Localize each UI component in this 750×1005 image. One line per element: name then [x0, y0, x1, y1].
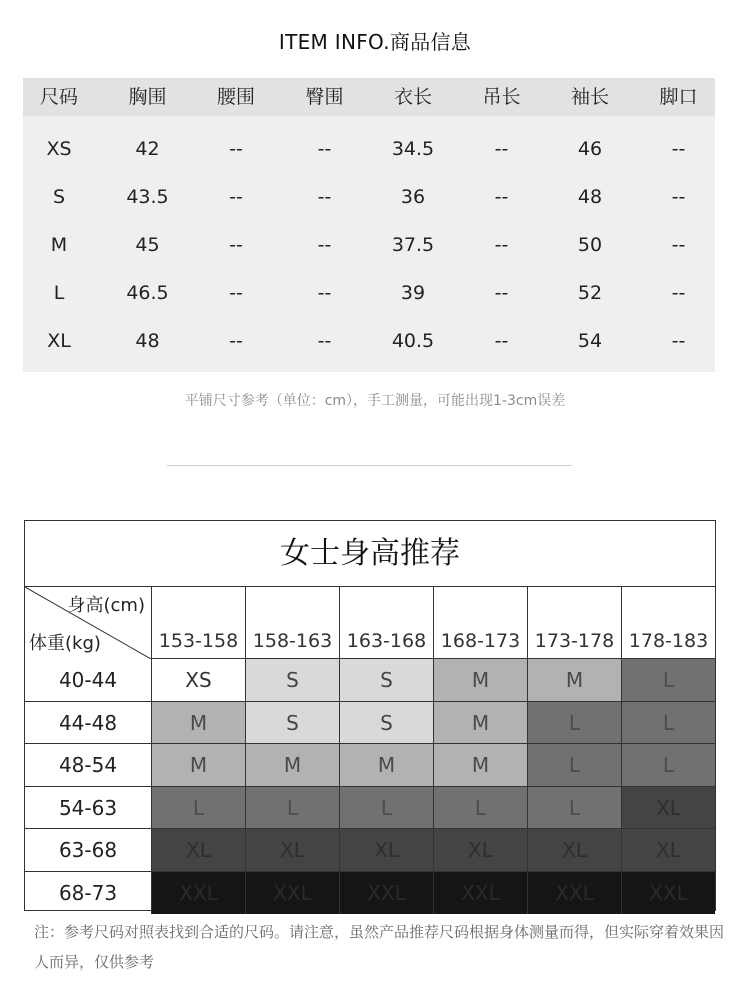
size-recommendation-cell: S	[245, 702, 339, 745]
size-cell: 37.5	[391, 234, 435, 256]
height-range-label: 153-158	[158, 630, 239, 652]
size-cell: 43.5	[126, 186, 169, 208]
size-cell: 34.5	[391, 138, 435, 160]
size-cell: 40.5	[391, 330, 435, 352]
size-cell: 54	[577, 330, 603, 352]
size-recommendation-cell: L	[527, 702, 621, 745]
size-header-cell: 尺码	[39, 86, 78, 108]
size-header-cell: 脚口	[659, 86, 698, 108]
size-cell: --	[494, 282, 509, 304]
size-cell: --	[229, 186, 243, 208]
measure-note: 平铺尺寸参考（单位：cm），手工测量，可能出现1-3cm误差	[184, 393, 566, 409]
size-cell: L	[53, 282, 65, 304]
size-cell: --	[317, 186, 332, 208]
weight-range-label: 68-73	[58, 880, 118, 905]
size-table	[23, 78, 715, 372]
size-cell: --	[494, 186, 509, 208]
size-cell: XS	[46, 138, 72, 160]
size-cell: 46.5	[126, 282, 169, 304]
height-range-header	[151, 587, 245, 659]
size-cell: --	[494, 234, 509, 256]
size-recommendation-cell: L	[527, 744, 621, 787]
size-recommendation-cell: S	[339, 702, 433, 745]
size-cell: --	[229, 138, 243, 160]
size-recommendation-cell: L	[245, 787, 339, 830]
size-cell: --	[671, 234, 686, 256]
size-cell: 42	[135, 138, 160, 160]
size-recommendation-cell: L	[527, 787, 621, 830]
size-cell: --	[671, 186, 686, 208]
size-recommendation-cell: XS	[151, 659, 245, 702]
height-range-label: 168-173	[440, 630, 521, 652]
size-cell: --	[494, 138, 509, 160]
height-range-label: 158-163	[252, 630, 333, 652]
size-cell: XL	[47, 330, 71, 352]
size-recommendation-cell: M	[527, 659, 621, 702]
size-recommendation-cell: M	[151, 702, 245, 745]
size-cell: 52	[577, 282, 603, 304]
page-title: ITEM INFO.商品信息	[278, 30, 472, 54]
size-header-cell: 衣长	[393, 86, 432, 108]
size-cell: 48	[135, 330, 160, 352]
height-range-label: 173-178	[534, 630, 615, 652]
size-cell: S	[52, 186, 66, 208]
height-range-header	[339, 587, 433, 659]
size-cell: --	[671, 282, 686, 304]
size-cell: 36	[400, 186, 426, 208]
size-recommendation-cell: S	[245, 659, 339, 702]
height-range-header	[245, 587, 339, 659]
size-cell: --	[671, 138, 686, 160]
divider	[167, 465, 572, 466]
height-range-header	[621, 587, 715, 659]
size-cell: --	[317, 138, 332, 160]
size-cell: 39	[400, 282, 426, 304]
size-cell: M	[50, 234, 68, 256]
size-cell: --	[317, 234, 332, 256]
height-label: 身高(cm)	[67, 595, 145, 616]
weight-range-label: 63-68	[25, 829, 151, 872]
size-recommendation-cell: XL	[151, 829, 245, 872]
size-recommendation-cell: M	[433, 744, 527, 787]
size-cell: --	[229, 282, 243, 304]
weight-label: 体重(kg)	[29, 633, 101, 654]
size-recommendation-cell: XXL	[621, 872, 715, 915]
size-header-cell: 袖长	[570, 86, 609, 108]
size-recommendation-cell: XL	[339, 829, 433, 872]
size-recommendation-cell: L	[621, 659, 715, 702]
size-recommendation-cell: M	[245, 744, 339, 787]
size-cell: --	[494, 330, 509, 352]
size-recommendation-cell: XXL	[527, 872, 621, 915]
size-cell: --	[229, 234, 243, 256]
size-recommendation-cell: XXL	[151, 872, 245, 915]
weight-range-label: 54-63	[25, 787, 151, 830]
weight-range-label: 44-48	[25, 702, 151, 745]
size-recommendation-cell: XL	[433, 829, 527, 872]
recommend-title: 女士身高推荐	[25, 521, 715, 587]
size-cell: --	[671, 330, 686, 352]
size-recommendation-cell: M	[151, 744, 245, 787]
recommend-table	[24, 520, 716, 911]
size-cell: 50	[577, 234, 603, 256]
size-header-cell: 腰围	[216, 86, 255, 108]
size-header-cell: 臀围	[305, 86, 344, 108]
size-recommendation-cell: S	[339, 659, 433, 702]
height-range-header	[527, 587, 621, 659]
size-recommendation-cell: L	[151, 787, 245, 830]
size-cell: 48	[577, 186, 603, 208]
size-recommendation-cell: L	[433, 787, 527, 830]
size-recommendation-cell: XL	[245, 829, 339, 872]
size-header-cell: 胸围	[128, 86, 167, 108]
size-recommendation-cell: XXL	[433, 872, 527, 915]
size-recommendation-cell: M	[433, 702, 527, 745]
size-recommendation-cell: M	[339, 744, 433, 787]
size-cell: --	[317, 282, 332, 304]
height-range-label: 178-183	[628, 630, 709, 652]
size-recommendation-cell: XXL	[245, 872, 339, 915]
size-recommendation-cell: M	[433, 659, 527, 702]
size-recommendation-cell: L	[339, 787, 433, 830]
disclaimer: 注：参考尺码对照表找到合适的尺码。请注意，虽然产品推荐尺码根据身体测量而得，但实际穿着效果因人而异，仅供参考	[34, 923, 725, 971]
size-recommendation-cell: XL	[621, 829, 715, 872]
size-recommendation-cell: L	[621, 702, 715, 745]
height-range-header	[433, 587, 527, 659]
size-recommendation-cell: XXL	[339, 872, 433, 915]
size-header-cell: 吊长	[482, 86, 521, 108]
corner-header	[25, 587, 151, 659]
height-range-label: 163-168	[346, 630, 427, 652]
size-cell: 45	[135, 234, 160, 256]
size-recommendation-cell: XL	[621, 787, 715, 830]
size-cell: 46	[577, 138, 603, 160]
size-recommendation-cell: L	[621, 744, 715, 787]
size-cell: --	[317, 330, 332, 352]
size-recommendation-cell: XL	[527, 829, 621, 872]
weight-range-label: 48-54	[25, 744, 151, 787]
weight-range-label: 40-44	[25, 659, 151, 702]
size-cell: --	[229, 330, 243, 352]
